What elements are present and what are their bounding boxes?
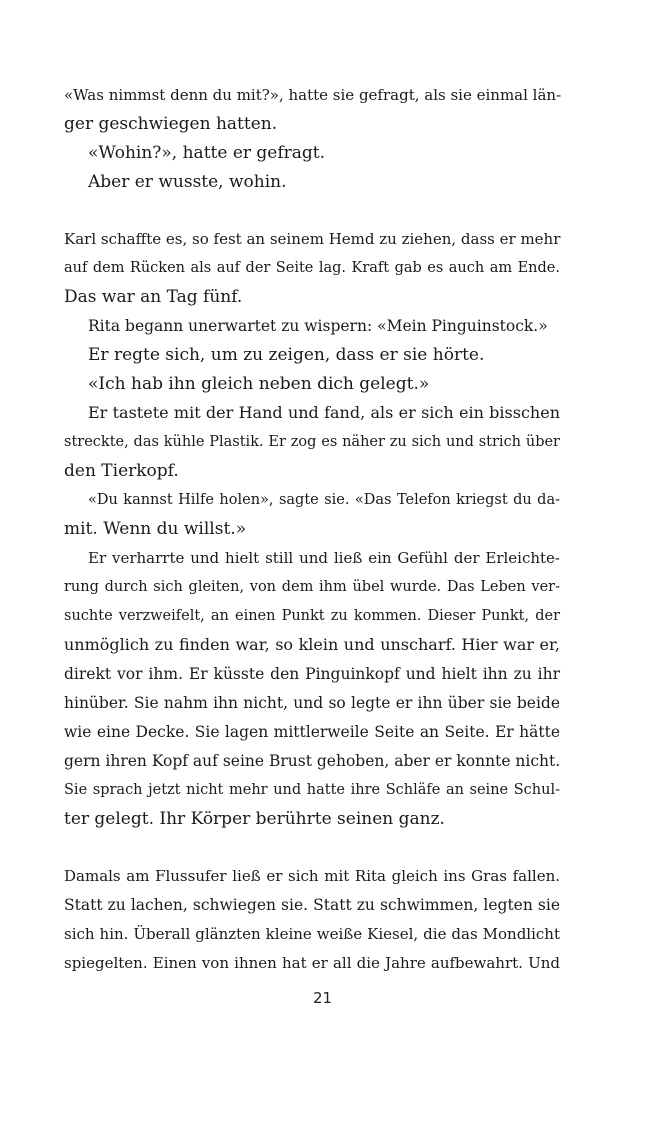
text-line: gern ihren Kopf auf seine Brust gehoben, aber er konnte nicht. — [64, 752, 561, 770]
page-number: 21 — [312, 989, 333, 1007]
text-line: den Tierkopf. — [64, 461, 179, 481]
text-line: Rita begann unerwartet zu wispern: «Mein Pinguinstock.» — [88, 317, 548, 335]
text-line: rung durch sich gleiten, von dem ihm übel wurde. Das Leben ver- — [64, 579, 560, 595]
text-line: sich hin. Überall glänzten kleine weiße Kiesel, die das Mondlicht — [64, 925, 560, 943]
text-line: Er tastete mit der Hand und fand, als er sich ein bisschen — [88, 403, 560, 422]
text-line: Er regte sich, um zu zeigen, dass er sie hörte. — [88, 345, 485, 365]
text-line: Das war an Tag fünf. — [64, 287, 243, 307]
text-line: streckte, das kühle Plastik. Er zog es näher zu sich und strich über — [64, 434, 560, 450]
text-line: «Du kannst Hilfe holen», sagte sie. «Das Telefon kriegst du da- — [88, 492, 560, 508]
text-line: Karl schaffte es, so fest an seinem Hemd zu ziehen, dass er mehr — [64, 230, 561, 248]
text-line: «Was nimmst denn du mit?», hatte sie gefragt, als sie einmal län- — [64, 86, 562, 104]
text-line: «Wohin?», hatte er gefragt. — [88, 143, 326, 163]
text-line: spiegelten. Einen von ihnen hat er all die Jahre aufbewahrt. Und — [64, 954, 560, 972]
text-line: ger geschwiegen hatten. — [64, 114, 278, 134]
text-line: mit. Wenn du willst.» — [64, 519, 247, 539]
text-line: Statt zu lachen, schwiegen sie. Statt zu schwimmen, legten sie — [64, 896, 560, 914]
text-line: direkt vor ihm. Er küsste den Pinguinkopf und hielt ihn zu ihr — [64, 665, 560, 683]
text-line: Er verharrte und hielt still und ließ ein Gefühl der Erleichte- — [88, 549, 560, 567]
text-line: suchte verzweifelt, an einen Punkt zu kommen. Dieser Punkt, der — [64, 608, 560, 624]
text-line: Sie sprach jetzt nicht mehr und hatte ihre Schläfe an seine Schul- — [64, 782, 560, 798]
text-line: wie eine Decke. Sie lagen mittlerweile Seite an Seite. Er hätte — [64, 723, 560, 741]
text-line: «Ich hab ihn gleich neben dich gelegt.» — [88, 374, 430, 394]
text-line: ter gelegt. Ihr Körper berührte seinen ganz. — [64, 809, 445, 829]
text-line: auf dem Rücken als auf der Seite lag. Kraft gab es auch am Ende. — [64, 260, 560, 276]
text-line: Damals am Flussufer ließ er sich mit Rita gleich ins Gras fallen. — [64, 867, 560, 885]
text-line: Aber er wusste, wohin. — [88, 172, 287, 192]
text-line: hinüber. Sie nahm ihn nicht, und so legte er ihn über sie beide — [64, 694, 560, 712]
text-line: unmöglich zu finden war, so klein und unscharf. Hier war er, — [64, 635, 560, 654]
